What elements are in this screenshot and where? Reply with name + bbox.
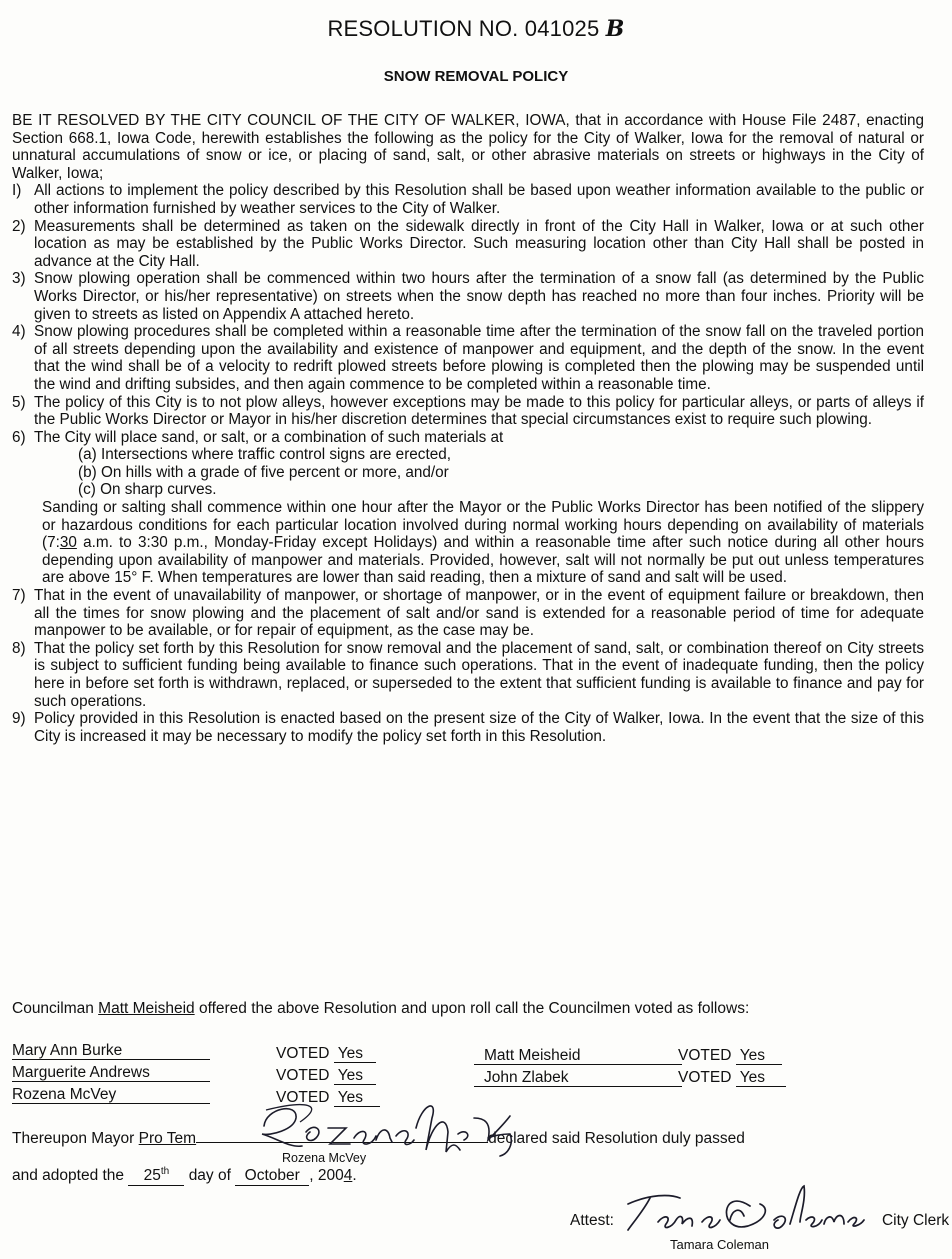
adopted-end: .	[352, 1167, 357, 1185]
voted-label: VOTED	[276, 1045, 330, 1062]
item-number: 3)	[12, 270, 26, 288]
vote-row	[474, 1047, 682, 1065]
item-text: That the policy set forth by this Resolution for snow removal and the placement of sand, salt, or combination thereof on City streets is subject to sufficient funding being available to finance such operations. That in the event of inadequate funding, then the policy here in before set forth is withdrawn, replaced, or superseded to the extent that sufficient funding is available to finance and pay for such operations.	[34, 639, 924, 710]
vote-value: Yes	[334, 1068, 376, 1085]
item-number: 2)	[12, 217, 26, 235]
item-text: Snow plowing procedures shall be completed within a reasonable time after the termination of the snow fall on the traveled portion of all streets depending upon the availability and existence of manpower and equipment, and the depth of the snow. In the event that the wind shall be of a velocity to redrift plowed streets before plowing is completed then the plowing may be suspended until the wind and drifting subsides, and then again commence to be completed within a reasonable time.	[34, 323, 924, 393]
councilmember-name: Marguerite Andrews	[12, 1065, 210, 1082]
vote-row	[276, 1045, 376, 1063]
item-number: 4)	[12, 323, 26, 341]
offered-suffix: offered the above Resolution and upon roll call the Councilmen voted as follows:	[194, 1000, 750, 1017]
year-last-digit: 4	[343, 1167, 353, 1185]
clerk-signature	[610, 1176, 870, 1242]
offered-prefix: Councilman	[12, 1000, 99, 1017]
pro-tem-label: Pro Tem	[138, 1130, 197, 1147]
policy-item	[12, 218, 924, 271]
item-number: 8)	[12, 639, 26, 657]
item-number: 7)	[12, 587, 26, 605]
resolution-number: RESOLUTION NO. 041025	[327, 16, 600, 41]
sub-item: (a) Intersections where traffic control signs are erected,	[78, 446, 451, 464]
mayor-typed-name: Rozena McVey	[282, 1151, 367, 1165]
attest-label: Attest:	[570, 1212, 614, 1229]
city-clerk-title: City Clerk	[881, 1212, 950, 1229]
item-number: 9)	[12, 710, 26, 728]
sanding-paragraph	[12, 499, 924, 587]
item-text: The policy of this City is to not plow alleys, however exceptions may be made to this policy for particular alleys, or parts of alleys if the Public Works Director or Mayor in his/her discretion determines that special circumstances exist to require such plowing.	[34, 393, 924, 429]
item-number: 5)	[12, 393, 26, 411]
sub-item: (c) On sharp curves.	[78, 481, 217, 499]
adopted-line	[12, 1166, 357, 1186]
item-text: Measurements shall be determined as taken on the sidewalk directly in front of the City Hall in Walker, Iowa or at such other location as may be established by the Public Works Director. Such measuring location other than City Hall shall be posted in advance at the City Hall.	[34, 217, 924, 270]
policy-item	[12, 270, 924, 323]
vote-row	[12, 1042, 210, 1060]
vote-row	[12, 1086, 210, 1104]
policy-item	[12, 323, 924, 393]
policy-item	[12, 182, 924, 217]
mayor-suffix: declared said Resolution duly passed	[488, 1130, 745, 1147]
intro-paragraph: BE IT RESOLVED BY THE CITY COUNCIL OF THE CITY OF WALKER, IOWA, that in accordance with House File 2487, enacting Section 668.1, Iowa Code, herewith establishes the following as the policy for the City of Walker, Iowa for the removal of natural or unnatural accumulations of snow or ice, or placing of sand, salt, or other abrasive materials on streets or highways in the City of Walker, Iowa;	[12, 112, 924, 182]
adopted-prefix: and adopted the	[12, 1167, 125, 1185]
vote-row	[276, 1067, 376, 1085]
day-suffix: th	[160, 1166, 170, 1177]
year-prefix: , 200	[309, 1167, 344, 1185]
vote-row	[678, 1047, 782, 1065]
vote-value: Yes	[736, 1048, 782, 1065]
mayor-signature	[236, 1088, 536, 1160]
mayor-prefix: Thereupon Mayor	[12, 1130, 139, 1147]
day-number: 25	[143, 1167, 161, 1185]
policy-item	[12, 587, 924, 640]
vote-row	[474, 1069, 682, 1087]
item-text: That in the event of unavailability of manpower, or shortage of manpower, or in the event of equipment failure or breakdown, then all the times for snow plowing and the placement of salt and/or sand is extended for a reasonable period of time for adequate manpower to be available, or for repair of equipment, as the case may be.	[34, 587, 924, 640]
item-text: All actions to implement the policy described by this Resolution shall be based upon weather information available to the public or other information furnished by weather services to the City of Walker.	[34, 182, 924, 217]
councilmember-name: Matt Meisheid	[474, 1048, 682, 1065]
item-number: 6)	[12, 428, 26, 446]
policy-item-6	[12, 429, 924, 447]
voted-label: VOTED	[678, 1069, 732, 1086]
resolution-title	[0, 16, 952, 42]
vote-row	[678, 1069, 786, 1087]
policy-heading: SNOW REMOVAL POLICY	[383, 68, 569, 85]
vote-value: Yes	[736, 1070, 786, 1087]
item-text: Policy provided in this Resolution is enacted based on the present size of the City of Walker, Iowa. In the event that the size of this City is increased it may be necessary to modify the policy set forth in this Resolution.	[34, 710, 924, 745]
voted-label: VOTED	[678, 1047, 732, 1064]
item-number: I)	[12, 182, 22, 200]
policy-item	[12, 640, 924, 710]
clerk-typed-name: Tamara Coleman	[670, 1237, 769, 1252]
vote-row	[12, 1064, 210, 1082]
sub-item: (b) On hills with a grade of five percent or more, and/or	[78, 463, 449, 481]
adopted-day	[128, 1166, 184, 1186]
policy-item	[12, 394, 924, 429]
vote-value: Yes	[334, 1046, 376, 1063]
resolution-body	[12, 112, 924, 745]
offered-line	[12, 1000, 749, 1018]
sanding-text-b: a.m. to 3:30 p.m., Monday-Friday except Holidays) and within a reasonable time after such notice during all other hours depending upon availability of manpower and materials. Provided, however, salt will not normally be put out unless temperatures are above 15° F. When temperatures are lower than said reading, then a mixture of sand and salt will be used.	[42, 534, 924, 587]
item-text: The City will place sand, or salt, or a combination of such materials at	[34, 428, 504, 446]
sanding-text-a: Sanding or salting shall commence within one hour after the Mayor or the Public Works Director has been notified of the slippery or hazardous conditions for each particular location involved during normal working hours depending on availability of materials (7:	[42, 499, 924, 552]
resolution-suffix-handwritten: B	[605, 16, 625, 42]
offering-councilman: Matt Meisheid	[98, 1000, 195, 1017]
councilmember-name: John Zlabek	[474, 1070, 682, 1087]
councilmember-name: Rozena McVey	[12, 1087, 210, 1104]
day-of-label: day of	[188, 1167, 231, 1185]
policy-item	[12, 710, 924, 745]
vote-value: Yes	[334, 1090, 380, 1107]
councilmember-name: Mary Ann Burke	[12, 1043, 210, 1060]
voted-label: VOTED	[276, 1067, 330, 1084]
item-text: Snow plowing operation shall be commenced within two hours after the termination of a snow fall (as determined by the Public Works Director, or his/her representative) on streets when the snow depth has reached no more than four inches. Priority will be given to streets as listed on Appendix A attached hereto.	[34, 270, 924, 323]
voted-label: VOTED	[276, 1089, 330, 1106]
adopted-month: October	[235, 1167, 309, 1186]
sanding-underlined-time: 30	[59, 534, 77, 552]
